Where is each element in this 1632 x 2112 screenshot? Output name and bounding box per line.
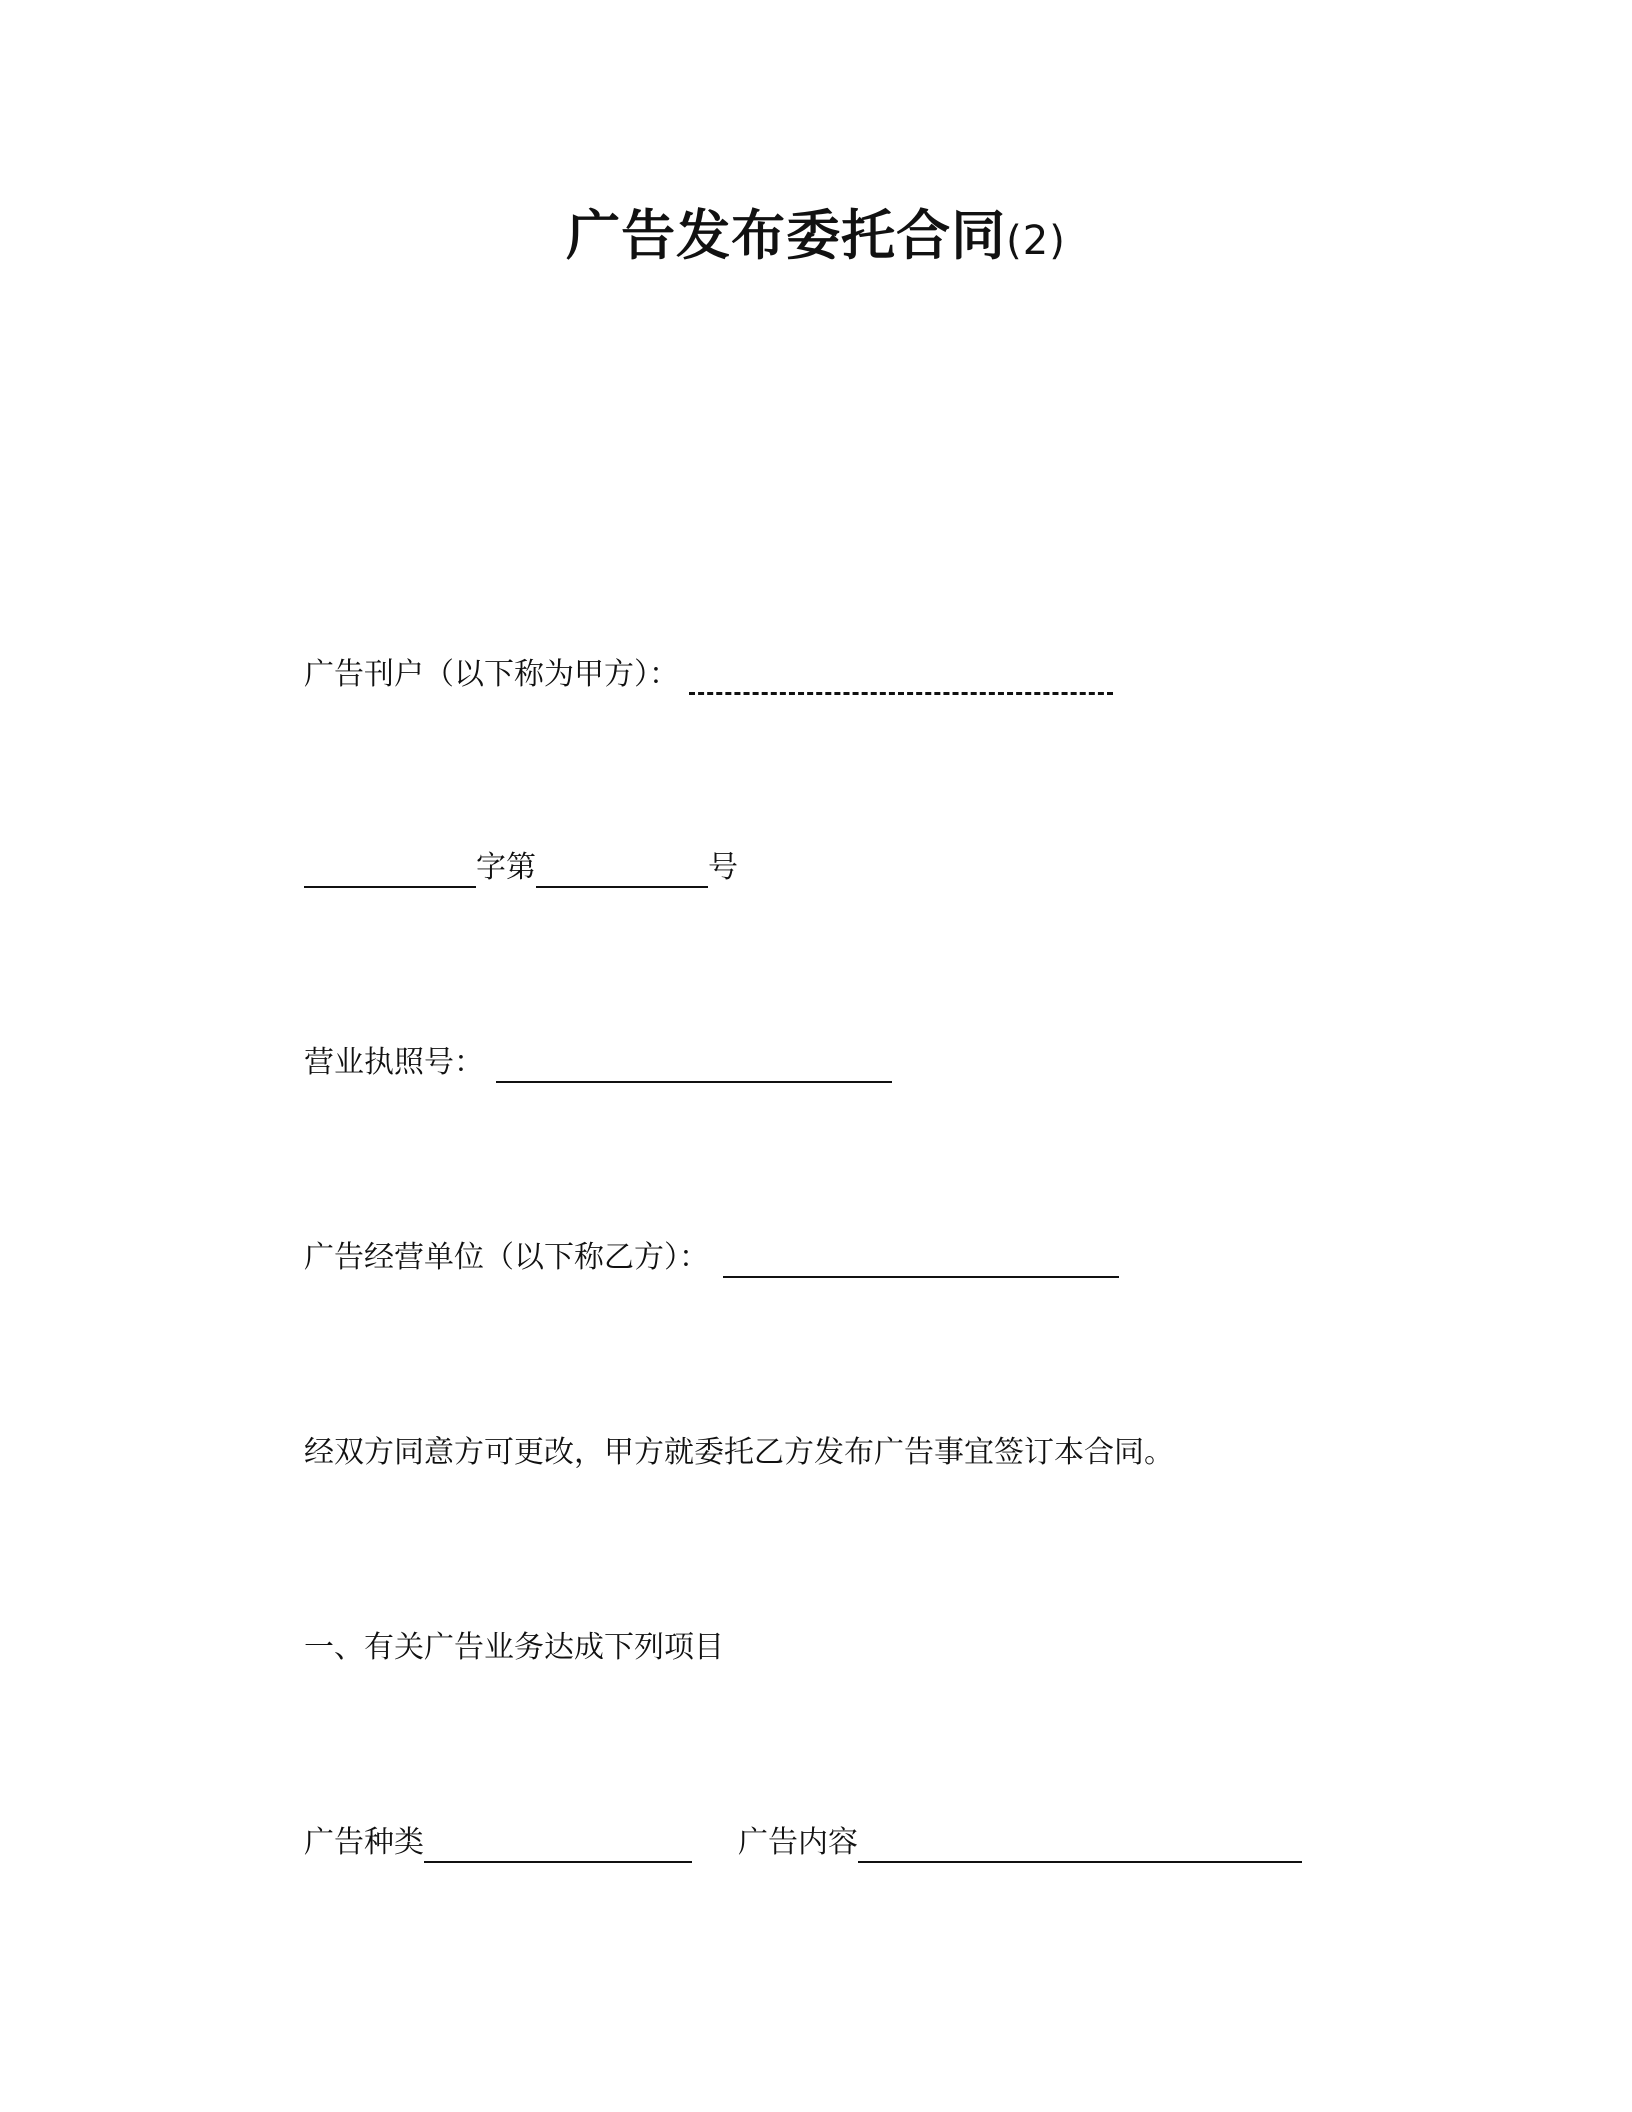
ad-type-label: 广告种类 — [304, 1825, 424, 1860]
hao-label: 号 — [708, 850, 738, 885]
intro-text: 经双方同意方可更改，甲方就委托乙方发布广告事宜签订本合同。 — [304, 1435, 1174, 1470]
zi-prefix-blank[interactable] — [304, 852, 476, 888]
zi-label: 字第 — [476, 850, 536, 885]
party-b-line — [304, 1238, 1119, 1278]
section-1-text: 一、有关广告业务达成下列项目 — [304, 1630, 724, 1665]
title-text: 广告发布委托合同 — [566, 204, 1007, 267]
ad-type-blank[interactable] — [424, 1827, 692, 1863]
license-label: 营业执照号： — [304, 1045, 484, 1080]
title-suffix: (2) — [1006, 218, 1066, 264]
intro-line — [304, 1433, 1174, 1473]
party-a-blank[interactable] — [689, 658, 1113, 695]
ad-content-blank[interactable] — [858, 1827, 1302, 1863]
ad-details-line — [304, 1823, 1302, 1863]
party-b-label: 广告经营单位（以下称乙方）： — [304, 1240, 709, 1275]
party-a-label: 广告刊户（以下称为甲方）： — [304, 657, 679, 692]
license-blank[interactable] — [496, 1047, 892, 1083]
document-title — [0, 200, 1632, 277]
party-b-blank[interactable] — [723, 1242, 1119, 1278]
license-line — [304, 1043, 892, 1083]
party-a-line — [304, 655, 1113, 695]
ad-content-label: 广告内容 — [738, 1825, 858, 1860]
number-blank[interactable] — [536, 852, 708, 888]
section-1-heading — [304, 1628, 724, 1668]
zi-hao-line — [304, 848, 738, 888]
